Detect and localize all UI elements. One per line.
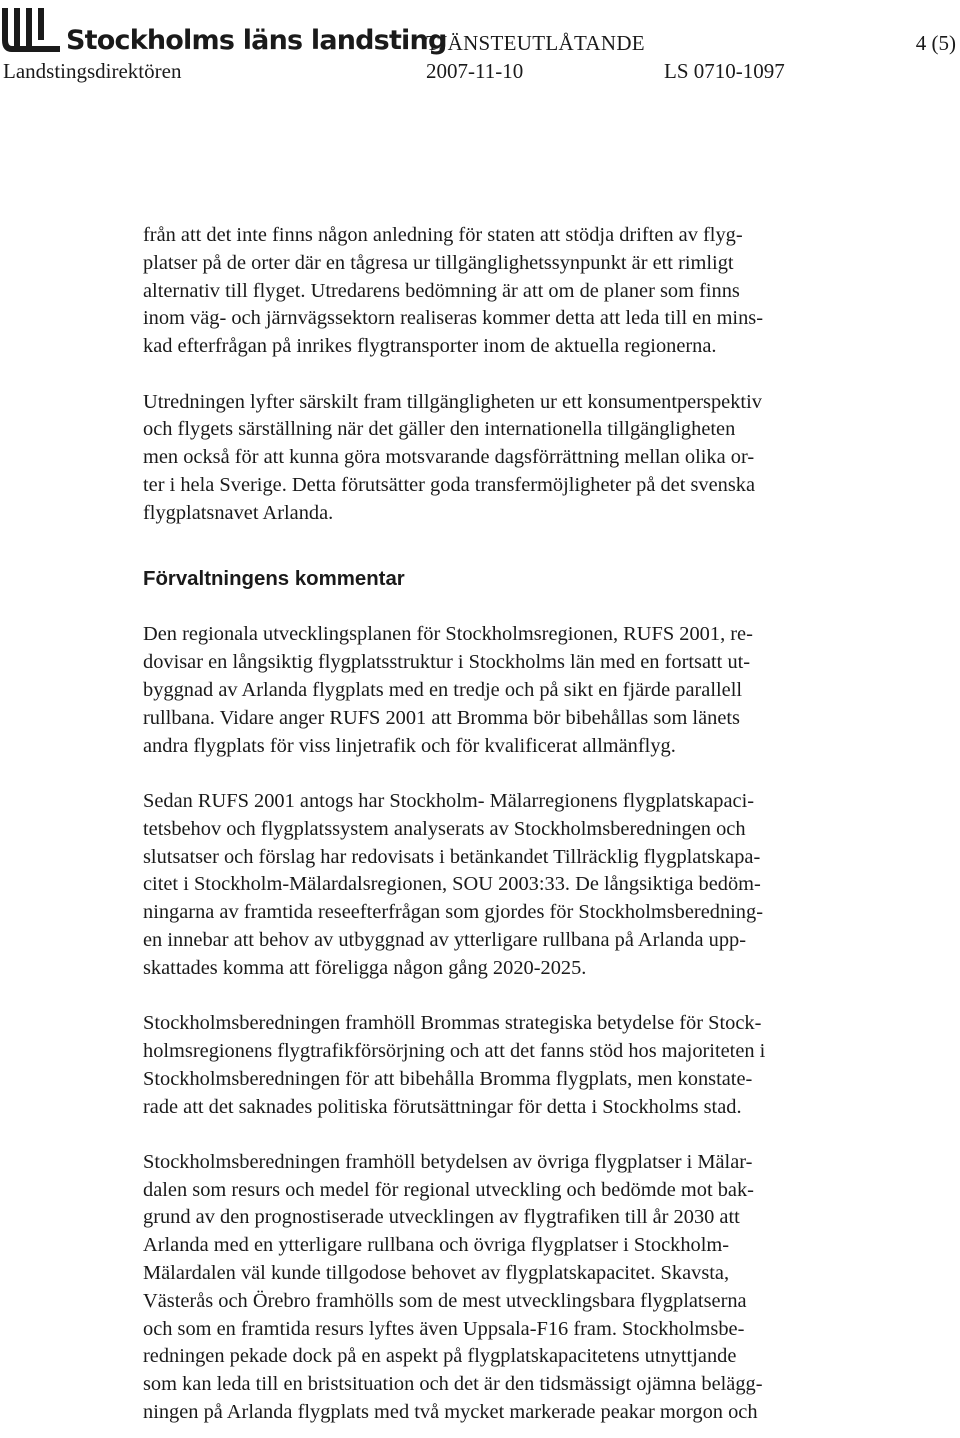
paragraph: Den regionala utvecklingsplanen för Stockholmsregionen, RUFS 2001, re- dovisar en långsiktig flygplatsstruktur i Stockholms län med en fortsatt ut- byggnad av Arlanda flygplats med en tredje och på sikt en fjärde parallell rullbana. Vidare anger RUFS 2001 att Bromma bör bibehållas som länets andra flygplats för viss linjetrafik och för kvalificerat allmänflyg.	[143, 623, 753, 757]
document-header	[0, 0, 960, 90]
sll-logo-icon	[2, 6, 60, 56]
page-number: 4 (5)	[915, 31, 956, 55]
org-logo	[2, 4, 446, 56]
paragraph: Stockholmsberedningen framhöll betydelsen av övriga flygplatser i Mälar- dalen som resurs och medel för regional utveckling och bedömde mot bak- grund av den prognostiserade utvecklingen av flygtrafiken till år 2030 att Arlanda med en ytterligare rullbana och övriga flygplatser i Stockholm- Mälardalen väl kunde tillgodose behovet av flygplatskapacitet. Skavsta, Västerås och Örebro framhölls som de mest utvecklingsbara flygplatserna och som en framtida resurs lyftes även Uppsala-F16 fram. Stockholmsbe- redningen pekade dock på en aspekt på flygplatskapacitetens utnyttjande som kan leda till en bristsituation och det är den tidsmässigt ojämna belägg- ningen på Arlanda flygplats med två mycket markerade peakar morgon och	[143, 1150, 763, 1424]
section-heading: Förvaltningens kommentar	[143, 567, 405, 590]
paragraph: Stockholmsberedningen framhöll Brommas strategiska betydelse för Stock- holmsregionens flygtrafikförsörjning och att det fanns stöd hos majoriteten i Stockholmsberedningen för att bibehålla Bromma flygplats, men konstate- rade att det saknades politiska förutsättningar för detta i Stockholms stad.	[143, 1012, 766, 1118]
paragraph: Utredningen lyfter särskilt fram tillgängligheten ur ett konsumentperspektiv och flygets särställning när det gäller den internationella tillgängligheten men också för att kunna göra motsvarande dagsförrättning mellan olika or- ter i hela Sverige. Detta förutsätter goda transfermöjligheter på det svenska flygplatsnavet Arlanda.	[143, 390, 762, 524]
reference-number: LS 0710-1097	[664, 59, 785, 83]
department: Landstingsdirektören	[3, 59, 182, 83]
paragraph: från att det inte finns någon anledning för staten att stödja driften av flyg- platser på de orter där en tågresa ur tillgänglighetssynpunkt är ett rimligt alternativ till flyget. Utredarens bedömning är att om de planer som finns inom väg- och järnvägssektorn realiseras kommer detta att leda till en mins- kad efterfrågan på inrikes flygtransporter inom de aktuella regionerna.	[143, 224, 764, 358]
org-name: Stockholms läns landsting	[66, 25, 447, 56]
document-body	[143, 222, 873, 1427]
paragraph: Sedan RUFS 2001 antogs har Stockholm- Mälarregionens flygplatskapaci- tetsbehov och flygplatssystem analyserats av Stockholmsberedningen och slutsatser och förslag har redovisats i betänkandet Tillräcklig flygplatskapa- citet i Stockholm-Mälardalsregionen, SOU 2003:33. De långsiktiga bedöm- ningarna av framtida reseefterfrågan som gjordes för Stockholmsberedning- en innebar att behov av utbyggnad av ytterligare rullbana på Arlanda upp- skattades komma att föreligga någon gång 2020-2025.	[143, 789, 763, 979]
document-type: TJÄNSTEUTLÅTANDE	[426, 31, 645, 55]
document-date: 2007-11-10	[426, 59, 524, 83]
